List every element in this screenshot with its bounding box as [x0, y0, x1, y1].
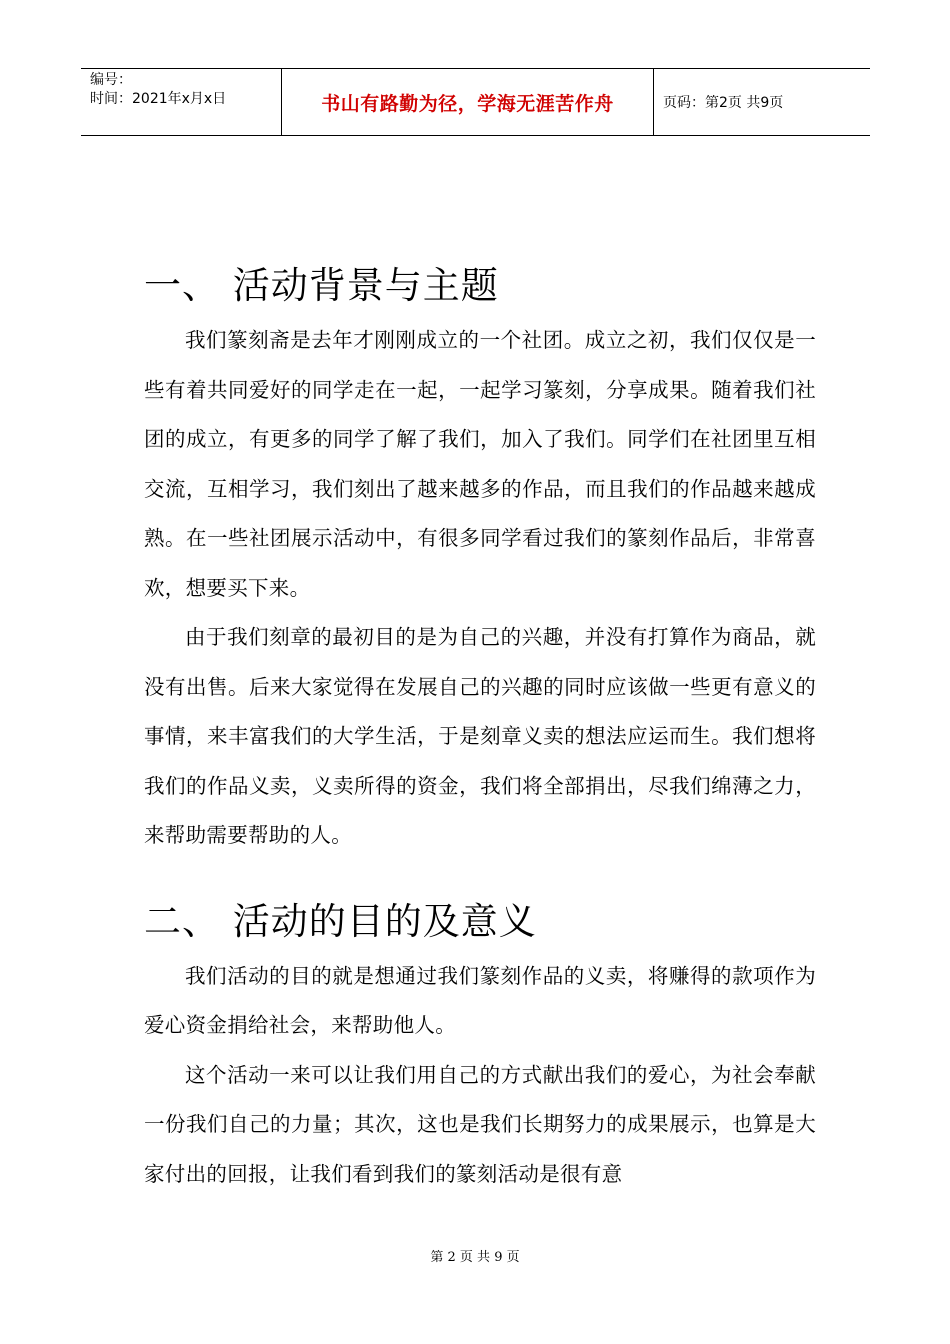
section-title: 一、 活动背景与主题 — [144, 264, 499, 307]
time-label: 时间：2021年x月x日 — [90, 91, 227, 107]
paragraph: 我们活动的目的就是想通过我们篆刻作品的义卖，将赚得的款项作为爱心资金捐给社会，来帮助他人。 — [144, 963, 816, 1037]
document-body — [144, 256, 816, 1199]
header-motto-cell — [282, 69, 654, 135]
section-background — [144, 256, 816, 861]
motto-text: 书山有路勤为径，学海无涯苦作舟 — [321, 92, 614, 115]
number-label: 编号： — [90, 72, 132, 88]
page-footer: 第 2 页 共 9 页 — [430, 1250, 520, 1265]
page-info: 页码：第2页 共9页 — [663, 95, 784, 111]
document-header — [81, 68, 870, 136]
section-purpose — [144, 892, 816, 1200]
section-title: 二、 活动的目的及意义 — [144, 899, 537, 943]
paragraph: 这个活动一来可以让我们用自己的方式献出我们的爱心，为社会奉献一份我们自己的力量；其次，这也是我们长期努力的成果展示，也算是大家付出的回报，让我们看到我们的篆刻活动是很有意 — [144, 1062, 816, 1186]
header-meta-cell — [81, 69, 282, 135]
header-page-cell — [654, 69, 870, 135]
paragraph: 由于我们刻章的最初目的是为自己的兴趣，并没有打算作为商品，就没有出售。后来大家觉得在发展自己的兴趣的同时应该做一些更有意义的事情，来丰富我们的大学生活，于是刻章义卖的想法应运而生。我们想将我们的作品义卖，义卖所得的资金，我们将全部捐出，尽我们绵薄之力，来帮助需要帮助的人。 — [144, 625, 816, 847]
paragraph: 我们篆刻斋是去年才刚刚成立的一个社团。成立之初，我们仅仅是一些有着共同爱好的同学走在一起，一起学习篆刻，分享成果。随着我们社团的成立，有更多的同学了解了我们，加入了我们。同学们在社团里互相交流，互相学习，我们刻出了越来越多的作品，而且我们的作品越来越成熟。在一些社团展示活动中，有很多同学看过我们的篆刻作品后，非常喜欢，想要买下来。 — [144, 328, 816, 600]
